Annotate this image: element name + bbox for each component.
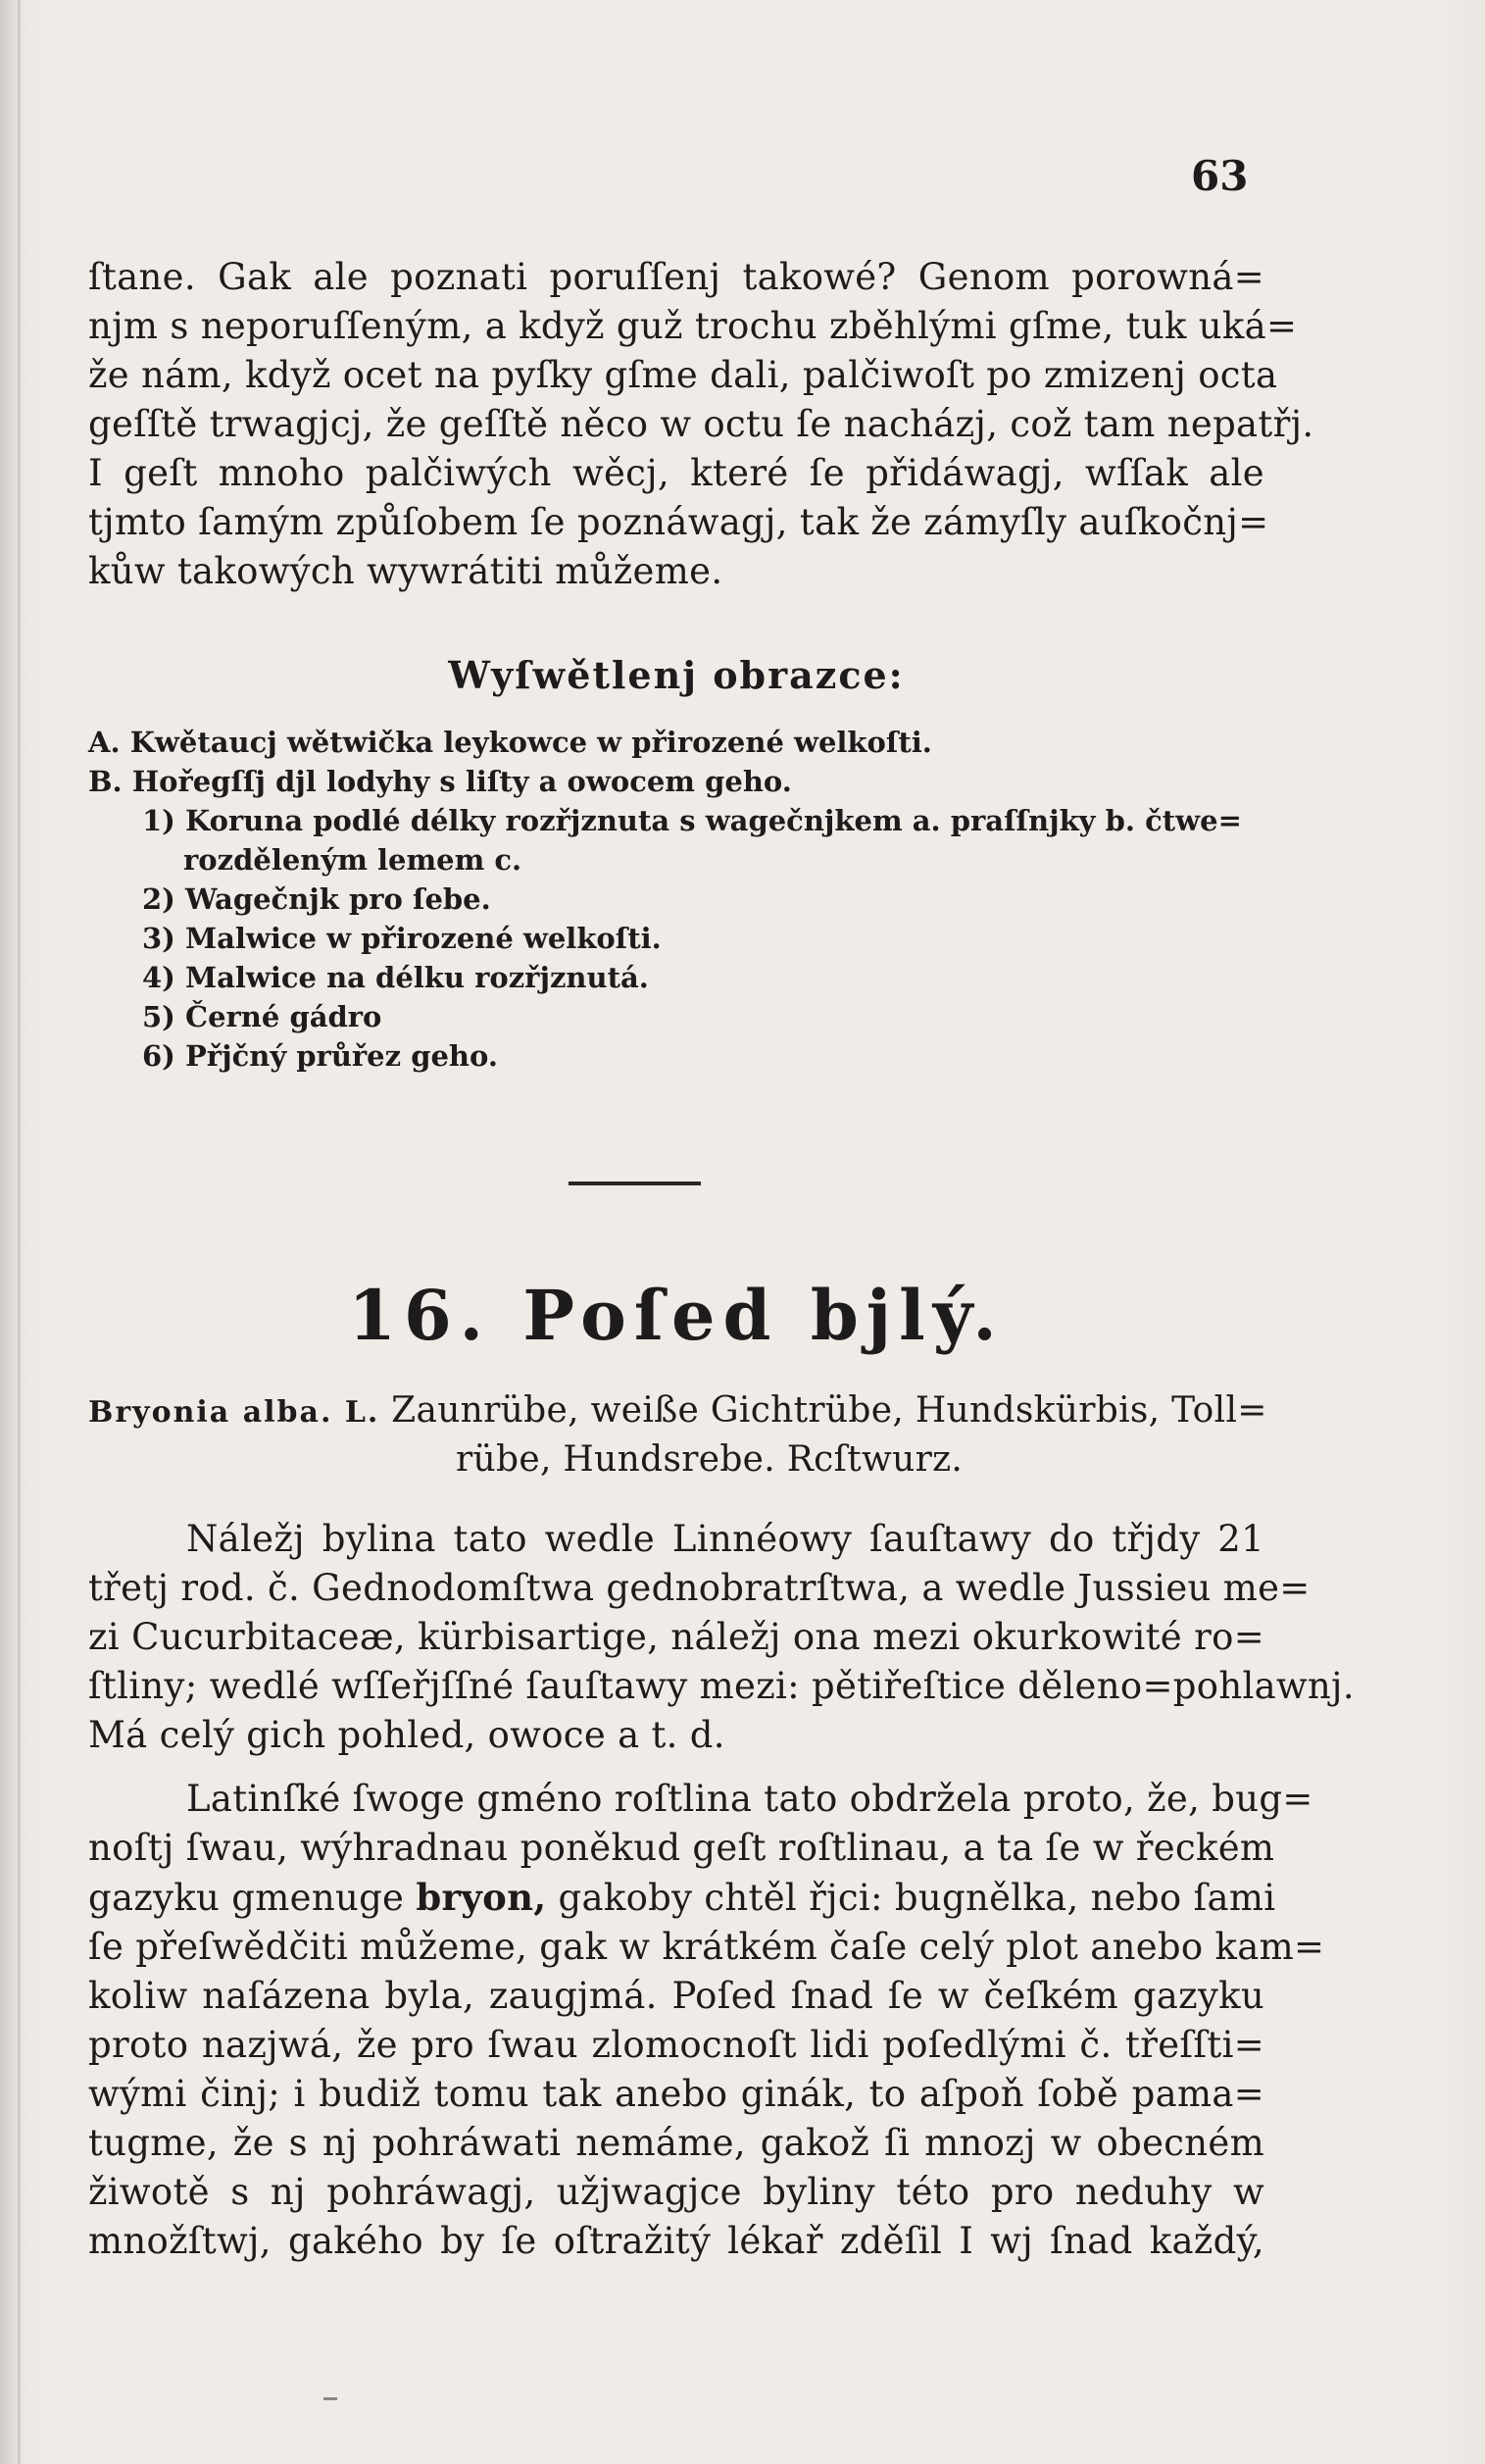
text-line: koliw naſázena byla, zaugjmá. Poſed ſnad ſe w čeſkém gazyku [88, 1975, 1264, 2017]
text-line: tjmto ſamým způſobem ſe poznáwagj, tak že zámyſly auſkočnj= [88, 501, 1269, 543]
footer-mark [323, 2397, 337, 2400]
paragraph-3 [88, 1775, 1325, 2266]
text-line: že nám, když ocet na pyſky gſme dali, palčiwoſt po zmizenj octa [88, 354, 1278, 396]
text-line: množſtwj, gakého by ſe oſtražitý lékař zděſil I wj ſnad každý, [88, 2220, 1264, 2262]
synonyms-block [88, 1387, 1267, 1483]
legend-item: 2) Wagečnjk pro ſebe. [142, 882, 491, 916]
legend-item: A. Kwětaucj wětwička leykowce w přirozené welkoſti. [88, 726, 932, 759]
legend-item: rozděleným lemem c. [183, 843, 522, 877]
legend-title: Wyſwětlenj obrazce: [448, 653, 905, 697]
latin-name: Bryonia alba. L. [88, 1395, 380, 1430]
text-line: njm s neporuſſeným, a když guž trochu zběhlými gſme, tuk uká= [88, 305, 1298, 347]
legend-item: 4) Malwice na délku rozřjznutá. [142, 961, 649, 994]
synonyms-line-1 [88, 1387, 1267, 1436]
text-line: Latinſké ſwoge gméno roſtlina tato obdržela proto, že, bug= [186, 1778, 1313, 1820]
text-line: I geſt mnoho palčiwých wěcj, které ſe přidáwagj, wſſak ale [88, 452, 1264, 494]
text-segment: gazyku gmenuge [88, 1877, 417, 1919]
legend-item: 1) Koruna podlé délky rozřjznuta s wagečnjkem a. praſſnjky b. čtwe= [142, 804, 1242, 837]
text-line: tugme, že s nj pohráwati nemáme, gakož ſi mnozj w obecném [88, 2122, 1264, 2164]
text-line: wými činj; i budiž tomu tak anebo ginák, to aſpoň ſobě pama= [88, 2073, 1264, 2115]
paragraph-1 [88, 253, 1314, 596]
text-line: geſſtě trwagjcj, že geſſtě něco w octu ſe nacházj, což tam nepatřj. [88, 403, 1314, 445]
emphasized-word: bryon, [416, 1876, 547, 1919]
text-line: ſe přeſwědčiti můžeme, gak w krátkém čaſe celý plot anebo kam= [88, 1926, 1325, 1968]
text-line-with-emphasis [88, 1873, 1276, 1923]
text-line: žiwotě s nj pohráwagj, užjwagjce byliny této pro neduhy w [88, 2171, 1264, 2213]
text-line: Náležj bylina tato wedle Linnéowy ſauſtawy do třjdy 21 [186, 1518, 1264, 1560]
text-line: kůw takowých wywrátiti můžeme. [88, 550, 723, 592]
legend-item: B. Hořegſſj djl lodyhy s liſty a owocem geho. [88, 765, 792, 798]
text-segment: gakoby chtěl řjci: bugnělka, nebo ſami [546, 1877, 1276, 1919]
chapter-title: 16. Poſed bjlý. [348, 1275, 1005, 1356]
synonyms-text: Zaunrübe, weiße Gichtrübe, Hundskürbis, Toll= [391, 1390, 1267, 1431]
page-gutter [18, 0, 21, 2464]
page-number: 63 [1191, 152, 1249, 200]
section-divider [569, 1182, 701, 1185]
synonyms-line-2: rübe, Hundsrebe. Rcſtwurz. [456, 1439, 964, 1480]
text-line: Má celý gich pohled, owoce a t. d. [88, 1714, 725, 1756]
text-line: zi Cucurbitaceæ, kürbisartige, náležj ona mezi okurkowité ro= [88, 1616, 1264, 1658]
text-line: proto nazjwá, že pro ſwau zlomocnoſt lidi poſedlými č. třeſſti= [88, 2024, 1264, 2066]
text-line: ſtliny; wedlé wſſeřjſſné ſauſtawy mezi: pětiřeſtice děleno=pohlawnj. [88, 1665, 1355, 1707]
text-line: noſtj ſwau, wýhradnau poněkud geſt roſtlinau, a ta ſe w řeckém [88, 1827, 1275, 1869]
figure-legend [88, 723, 1294, 1076]
legend-item: 5) Černé gádro [142, 1000, 382, 1033]
text-line: třetj rod. č. Gednodomſtwa gednobratrſtwa, a wedle Jussieu me= [88, 1567, 1311, 1609]
paragraph-2 [88, 1515, 1355, 1760]
text-line: ſtane. Gak ale poznati poruſſenj takowé? Genom porowná= [88, 256, 1264, 298]
legend-item: 3) Malwice w přirozené welkoſti. [142, 922, 662, 955]
legend-item: 6) Přjčný průřez geho. [142, 1039, 498, 1073]
